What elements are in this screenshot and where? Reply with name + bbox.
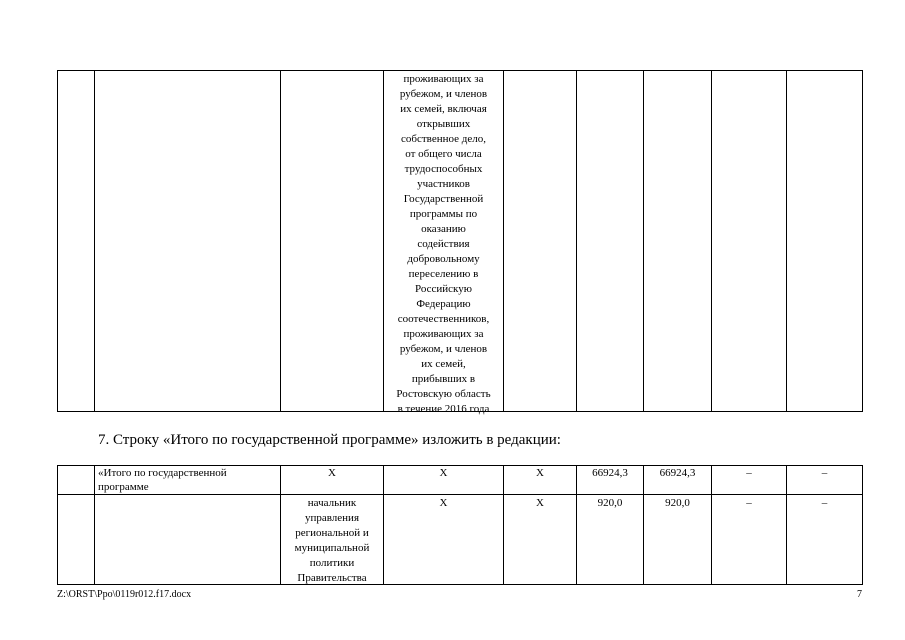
text-line: Государственной [403,193,484,205]
top-table-col-line [643,70,644,412]
text-line: оказанию [421,223,466,235]
text-line: от общего числа [405,148,482,160]
text-line: рубежом, и членов [399,343,488,355]
text-line: прибывших в [411,373,476,385]
bottom-table-col-line [786,465,787,585]
text-line: собственное дело, [401,133,486,145]
text-line: трудоспособных [404,163,483,175]
text-line: программы по [409,208,478,220]
executor-row-col6: 920,0 [665,497,690,509]
text-line: муниципальной [294,542,370,554]
bottom-table-col-line [576,465,577,585]
text-line: рубежом, и членов [399,88,488,100]
top-table-col-line [862,70,863,412]
top-table-col-line [503,70,504,412]
text-line: содействия [417,238,470,250]
text-line: Российскую [415,283,472,295]
text-line: участников [417,178,470,190]
text-line: региональной и [295,527,369,539]
total-row-executor: Х [328,467,336,479]
top-table-col-line [786,70,787,412]
total-row-col6: 66924,3 [659,467,696,479]
total-row-col8: – [821,467,828,479]
bottom-table-col-line [862,465,863,585]
executor-row-col7: – [746,497,752,509]
bottom-table-col-line [57,465,58,585]
top-table-col-line [576,70,577,412]
executor-cell [281,496,383,586]
total-row-col7: – [746,467,752,479]
top-table-col-line [711,70,712,412]
top-table-col-line [280,70,281,412]
text-line: Правительства [297,572,367,584]
text-line: в течение 2016 года [397,403,490,415]
text-line: соотечественников, [397,313,490,325]
footer-file-path: Z:\ORST\Ppo\0119r012.f17.docx [57,589,192,600]
total-row-col3: Х [439,467,448,479]
bottom-table-col-line [503,465,504,585]
bottom-table-col-line [643,465,644,585]
text-line: управления [304,512,360,524]
indicator-description-cell [384,72,503,417]
top-table-top-border [57,70,863,71]
footer-page-number: 7 [857,589,862,600]
executor-row-col4: Х [536,497,544,509]
text-line: переселению в [408,268,479,280]
total-row-col5: 66924,3 [592,467,628,479]
text-line: открывших [416,118,471,130]
text-line: политики [309,557,355,569]
text-line: проживающих за [403,73,484,85]
text-line: их семей, включая [400,103,487,115]
bottom-table-col-line [94,465,95,585]
top-table-col-line [57,70,58,412]
executor-row-col8: – [821,497,828,509]
text-line: добровольному [407,253,480,265]
text-line: их семей, [421,358,466,370]
bottom-table-col-line [711,465,712,585]
text-line: начальник [307,497,357,509]
total-row-name: «Итого по государственной программе [98,467,227,493]
text-line: Ростовскую область [396,388,491,400]
bottom-table-col-line [383,465,384,585]
executor-row-col5: 920,0 [597,497,623,509]
executor-row-col3: Х [439,497,448,509]
text-line: Федерацию [416,298,471,310]
bottom-table-row-divider [57,494,863,495]
section-heading: 7. Строку «Итого по государственной программе» изложить в редакции: [98,432,561,448]
text-line: проживающих за [403,328,484,340]
total-row-col4: Х [536,467,544,479]
bottom-table-bottom-border [57,584,863,585]
top-table-col-line [94,70,95,412]
